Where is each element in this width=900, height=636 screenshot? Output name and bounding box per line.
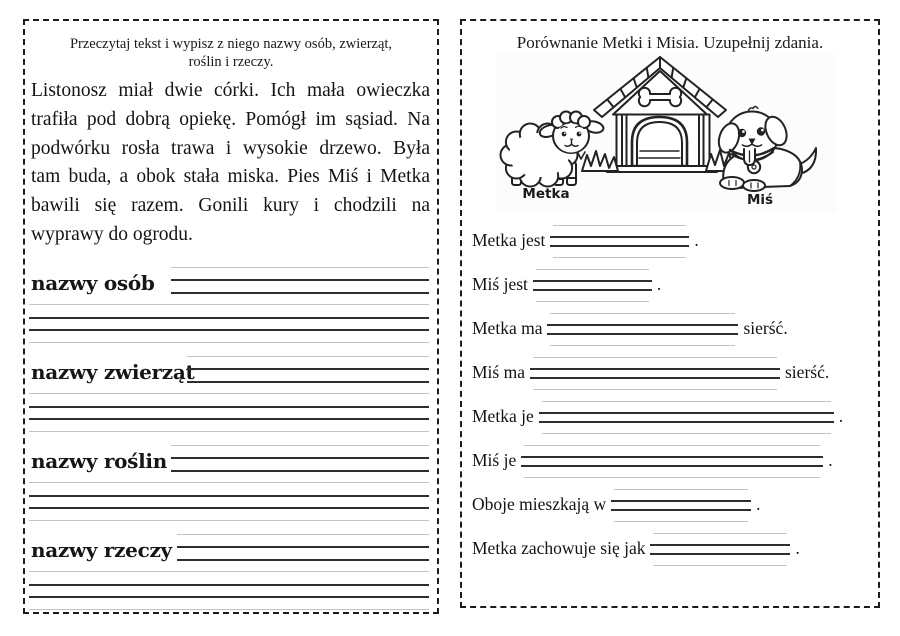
writing-line <box>177 559 429 561</box>
story-line: wyprawy do ogrodu. <box>31 223 193 245</box>
writing-line <box>542 433 831 434</box>
sentence-row <box>472 262 870 306</box>
worksheet-title: Porównanie Metki i Misia. Uzupełnij zdania. <box>516 33 824 52</box>
writing-line <box>542 401 831 402</box>
sentence-row <box>472 526 870 570</box>
answer-blank <box>547 313 738 334</box>
writing-line <box>614 489 748 490</box>
fill-in-sentences <box>472 218 870 570</box>
writing-line <box>29 431 429 432</box>
answer-blank <box>550 225 689 246</box>
writing-line <box>29 304 429 305</box>
sentence-prefix: Oboje mieszkają w <box>472 494 607 514</box>
writing-line <box>187 381 429 383</box>
writing-line <box>533 389 777 390</box>
sentence-prefix: Metka ma <box>472 318 543 338</box>
writing-line <box>177 534 429 535</box>
writing-line <box>550 245 689 247</box>
writing-line <box>530 377 780 379</box>
answer-blank <box>650 533 790 554</box>
writing-line <box>29 507 429 509</box>
writing-line <box>29 418 429 420</box>
sentence-row <box>472 482 870 526</box>
sentence-prefix: Metka je <box>472 406 534 426</box>
sentence-row <box>472 438 870 482</box>
writing-line <box>547 333 738 335</box>
writing-line <box>650 553 790 555</box>
writing-line <box>550 313 735 314</box>
writing-line <box>29 393 429 394</box>
sentence-prefix: Miś ma <box>472 362 525 382</box>
category-label: nazwy osób <box>31 271 155 295</box>
writing-line <box>536 301 649 302</box>
writing-line <box>29 342 429 343</box>
category-section <box>29 267 429 356</box>
sentence-suffix: . <box>756 494 761 514</box>
writing-line <box>187 368 429 370</box>
answer-blank <box>530 357 780 378</box>
writing-line <box>524 445 820 446</box>
writing-line <box>29 609 429 610</box>
writing-line <box>171 267 429 268</box>
instruction-line: Przeczytaj tekst i wypisz z niego nazwy osób, zwierząt, <box>69 36 393 52</box>
sentence-suffix: . <box>795 538 800 558</box>
sentence-suffix: . <box>828 450 833 470</box>
writing-line <box>29 495 429 497</box>
category-section <box>29 445 429 534</box>
sheep-name-label: Metka <box>522 186 570 202</box>
category-label: nazwy rzeczy <box>31 538 172 562</box>
writing-line <box>539 412 834 414</box>
writing-line <box>533 357 777 358</box>
sentence-suffix: . <box>694 230 699 250</box>
writing-line <box>521 465 823 467</box>
story-line: bawili się razem. Gonili kury i chodzili na <box>31 195 430 217</box>
sentence-prefix: Metka zachowuje się jak <box>472 538 646 558</box>
sentence-row <box>472 394 870 438</box>
sentence-suffix: . <box>838 406 844 426</box>
writing-line <box>611 509 751 511</box>
writing-line <box>524 477 820 478</box>
writing-line <box>533 280 652 282</box>
doghouse-icon <box>594 57 726 172</box>
sentence-row <box>472 350 870 394</box>
writing-line <box>171 279 429 281</box>
writing-line <box>171 470 429 472</box>
story-paragraph <box>31 80 430 253</box>
right-worksheet-page <box>460 19 880 608</box>
story-line: tam buda, a obok stała miska. Pies Miś i Metka <box>31 166 430 188</box>
writing-line <box>177 546 429 548</box>
sentence-suffix: sierść. <box>743 318 788 338</box>
answer-blank <box>539 401 834 422</box>
writing-line <box>187 356 429 357</box>
category-label: nazwy roślin <box>31 449 167 473</box>
story-line: podwórku rosła trawa i wysokie drzewo. Była <box>31 137 430 159</box>
writing-line <box>547 324 738 326</box>
illustration <box>496 54 837 213</box>
sheep-icon <box>501 112 605 187</box>
writing-line <box>550 236 689 238</box>
instruction-text <box>25 35 437 71</box>
answer-blank <box>521 445 823 466</box>
writing-line <box>29 406 429 408</box>
writing-line <box>171 457 429 459</box>
sentence-row <box>472 306 870 350</box>
writing-line <box>550 345 735 346</box>
writing-line <box>29 596 429 598</box>
writing-line <box>29 317 429 319</box>
writing-line <box>650 544 790 546</box>
writing-line <box>171 292 429 294</box>
writing-line <box>653 565 787 566</box>
writing-line <box>553 257 686 258</box>
category-section <box>29 534 429 623</box>
sentence-prefix: Miś jest <box>472 274 528 294</box>
sentence-prefix: Metka jest <box>472 230 546 250</box>
sentence-suffix: . <box>656 274 662 294</box>
writing-line <box>611 500 751 502</box>
sentence-suffix: sierść. <box>785 362 830 382</box>
writing-line <box>530 368 780 370</box>
dog-icon <box>715 107 816 192</box>
writing-line <box>29 584 429 586</box>
writing-line <box>29 329 429 331</box>
category-label: nazwy zwierząt <box>31 360 195 384</box>
instruction-line: roślin i rzeczy. <box>188 54 274 70</box>
dog-name-label: Miś <box>746 192 774 208</box>
story-line: Listonosz miał dwie córki. Ich mała owieczka <box>31 80 430 101</box>
story-line: trafiła pod dobrą opiekę. Pomógł im sąsiad. Na <box>31 108 430 130</box>
answer-blank <box>611 489 751 510</box>
writing-line <box>29 571 429 572</box>
writing-line <box>553 225 686 226</box>
writing-line <box>614 521 748 522</box>
writing-line <box>653 533 787 534</box>
sentence-row <box>472 218 870 262</box>
writing-line <box>171 445 429 446</box>
writing-line <box>29 482 429 483</box>
category-sections <box>29 267 429 623</box>
category-section <box>29 356 429 445</box>
writing-line <box>533 289 652 291</box>
left-worksheet-page <box>23 19 439 614</box>
writing-line <box>539 421 834 423</box>
writing-line <box>536 269 649 270</box>
sentence-prefix: Miś je <box>472 450 517 470</box>
writing-line <box>521 456 823 458</box>
writing-line <box>29 520 429 521</box>
answer-blank <box>533 269 652 290</box>
